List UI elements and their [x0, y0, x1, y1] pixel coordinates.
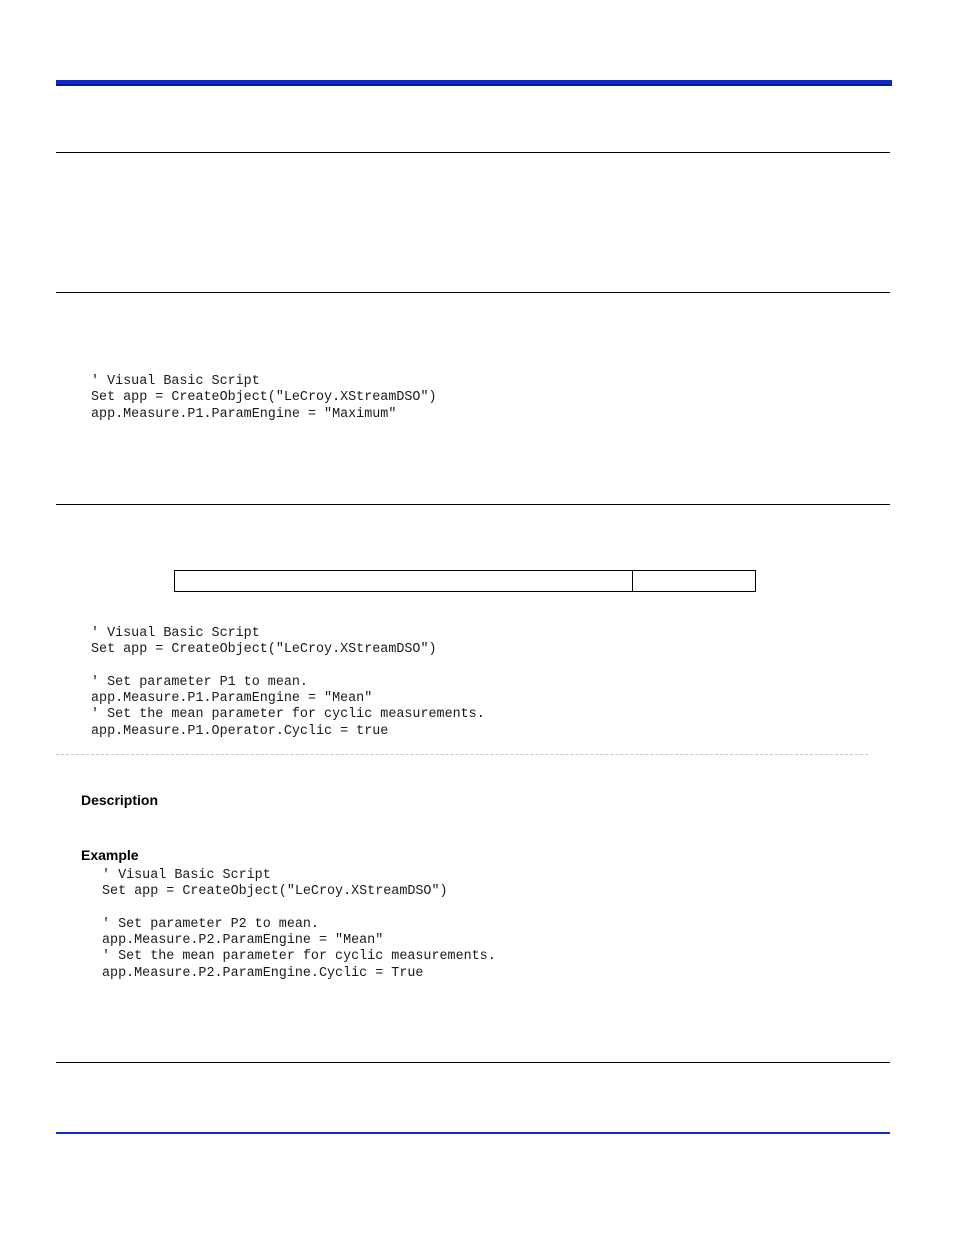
table-column-divider — [632, 571, 633, 591]
code-example-maximum: ' Visual Basic Script Set app = CreateObject("LeCroy.XStreamDSO") app.Measure.P1.ParamEngine = "Maximum" — [91, 374, 437, 422]
section-divider-2 — [56, 292, 890, 293]
section-divider-4 — [56, 1062, 890, 1063]
footer-rule — [56, 1132, 890, 1134]
code-example-p2-mean: ' Visual Basic Script Set app = CreateObject("LeCroy.XStreamDSO") ' Set parameter P2 to mean. app.Measure.P2.ParamEngine = "Mean" ' Set the mean parameter for cyclic measurements. app.Measure.P2.ParamEngine.Cyclic = True — [102, 868, 496, 981]
description-heading: Description — [81, 792, 159, 808]
example-heading: Example — [81, 847, 139, 863]
dashed-separator — [56, 754, 868, 755]
parameter-table — [174, 570, 756, 592]
section-divider-3 — [56, 504, 890, 505]
section-divider-1 — [56, 152, 890, 153]
header-rule-shadow — [56, 84, 892, 86]
code-example-p1-mean: ' Visual Basic Script Set app = CreateObject("LeCroy.XStreamDSO") ' Set parameter P1 to mean. app.Measure.P1.ParamEngine = "Mean" ' Set the mean parameter for cyclic measurements. app.Measure.P1.Operator.Cyclic = true — [91, 626, 485, 739]
